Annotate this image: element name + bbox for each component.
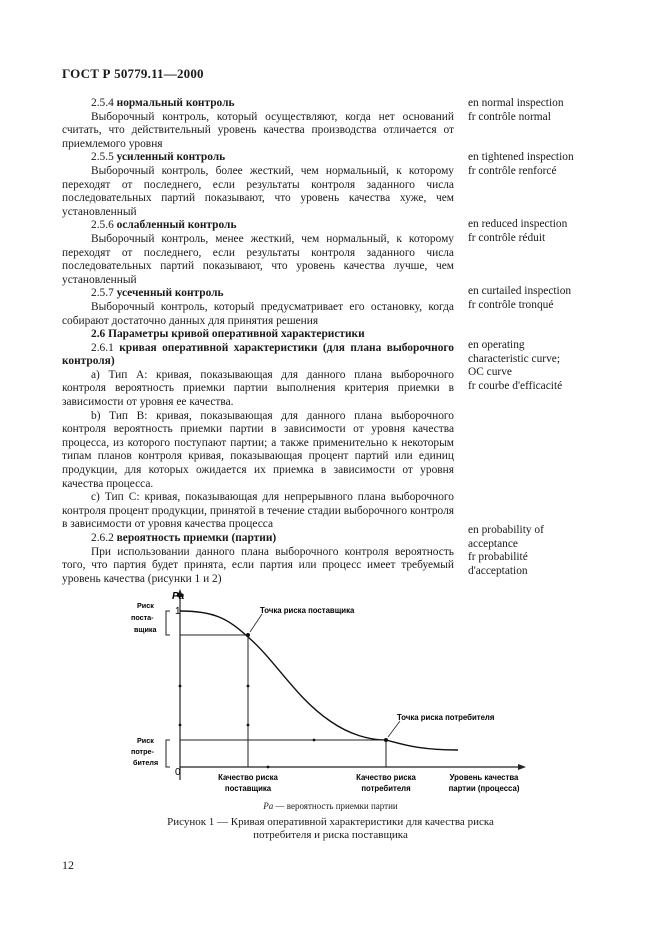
supplier-risk-label: вщика — [134, 625, 157, 634]
english-equivalent: en curtailed inspection — [468, 285, 572, 297]
line-mark — [247, 685, 250, 688]
line-mark — [313, 739, 316, 742]
section-2-6-heading: 2.6 Параметры кривой оперативной характеристики — [91, 328, 365, 341]
term-number: 2.5.5 — [91, 151, 114, 164]
equivalents-2-5-6 — [468, 218, 648, 245]
supplier-point-leader — [250, 614, 262, 632]
consumer-risk-label: бителя — [133, 758, 159, 767]
axis-mark — [179, 724, 182, 727]
consumer-risk-label: Риск — [137, 736, 154, 745]
term-2-5-4-heading — [62, 97, 454, 111]
term-2-5-5-heading — [62, 151, 454, 165]
french-equivalent: fr probabilité — [468, 551, 528, 564]
supplier-point-annotation: Точка риска поставщика — [260, 606, 355, 615]
line-mark — [267, 766, 270, 769]
x-axis-arrow — [518, 764, 526, 770]
term-title: усиленный контроль — [116, 151, 226, 164]
term-title: нормальный контроль — [116, 97, 235, 109]
term-number: 2.5.4 — [91, 97, 114, 109]
term-number: 2.5.7 — [91, 287, 114, 300]
term-2-6-2-heading — [62, 532, 454, 546]
english-equivalent: en tightened inspection — [468, 151, 574, 163]
term-title: усеченный контроль — [116, 287, 224, 300]
english-equivalent: OC curve — [468, 366, 512, 379]
y-tick-0: 0 — [175, 767, 181, 778]
french-equivalent: d'acceptation — [468, 564, 528, 577]
term-title: кривая оперативной характеристики (для плана выборочного контроля) — [62, 341, 454, 368]
axis-mark — [179, 685, 182, 688]
term-2-5-5-definition: Выборочный контроль, более жесткий, чем нормальный, к которому переходят от последнего, если результаты контроля заданного числа последовательных партий показывают, что уровень качества хуже, чем установленный — [62, 164, 454, 218]
term-2-6-2-definition: При использовании данного плана выборочного контроля вероятность того, что партия будет принята, если партия или процесс имеет требуемый уровень качества (рисунки 1 и 2) — [62, 545, 454, 585]
page-number: 12 — [62, 858, 74, 872]
consumer-quality-label: Качество риска — [356, 773, 416, 782]
consumer-point-annotation: Точка риска потребителя — [397, 713, 495, 722]
supplier-quality-label: Качество риска — [218, 773, 278, 782]
term-2-5-4-definition: Выборочный контроль, который осуществляют, когда нет оснований считать, что действительный уровень качества производства отличается от приемлемого уровня — [62, 110, 454, 150]
supplier-risk-point — [246, 633, 250, 637]
french-equivalent: fr contrôle normal — [468, 110, 551, 123]
consumer-point-leader — [388, 721, 400, 737]
term-title: ослабленный контроль — [116, 219, 237, 232]
english-equivalent: en reduced inspection — [468, 218, 568, 230]
main-text — [62, 97, 454, 586]
equivalents-2-6-2 — [468, 524, 648, 578]
oc-curve — [180, 611, 458, 750]
legend-symbol: Pa — [263, 801, 274, 811]
equivalents-2-6-1 — [468, 339, 648, 393]
figure-legend — [0, 801, 661, 811]
supplier-risk-label: поста- — [131, 613, 154, 622]
legend-text: — вероятность приемки партии — [273, 801, 398, 811]
french-equivalent: fr contrôle tronqué — [468, 298, 554, 311]
consumer-risk-bracket — [166, 740, 170, 767]
x-axis-label: Уровень качества — [449, 773, 519, 782]
term-2-5-7-heading — [62, 287, 454, 301]
oc-curve-figure — [0, 585, 661, 800]
term-2-5-6-heading — [62, 219, 454, 233]
equivalents-2-5-7 — [468, 285, 648, 312]
y-tick-1: 1 — [175, 606, 181, 617]
figure-caption — [0, 816, 661, 842]
x-axis-label: партии (процесса) — [448, 784, 520, 793]
consumer-risk-label: потре- — [131, 747, 154, 756]
equivalents-2-5-5 — [468, 151, 648, 178]
french-equivalent: fr contrôle renforcé — [468, 164, 557, 177]
english-equivalent: characteristic curve; — [468, 352, 561, 365]
supplier-risk-bracket — [166, 611, 170, 635]
supplier-quality-label: поставщика — [224, 784, 272, 793]
caption-line: Рисунок 1 — Кривая оперативной характеристики для качества риска — [167, 816, 494, 828]
y-axis-label: Pa — [172, 591, 185, 602]
term-2-6-1-type-c: c) Тип С: кривая, показывающая для непрерывного плана выборочного контроля процент продукции, принятой в течение стадии выборочного контроля в зависимости от уровня качества процесса — [62, 491, 454, 531]
line-mark — [247, 724, 250, 727]
french-equivalent: fr courbe d'efficacité — [468, 379, 563, 392]
english-equivalent: en operating — [468, 339, 525, 351]
term-2-6-1-type-a: а) Тип А: кривая, показывающая для данного плана выборочного контроля вероятность приемки партии выполнения критерия приемки в зависимости от уровня ее качества. — [62, 368, 454, 409]
french-equivalent: fr contrôle réduit — [468, 231, 546, 244]
term-number: 2.5.6 — [91, 219, 114, 232]
equivalents-2-5-4 — [468, 97, 648, 124]
term-2-5-7-definition: Выборочный контроль, который предусматривает его остановку, когда собирают достаточно данных для принятия решения — [62, 300, 454, 327]
english-equivalent: acceptance — [468, 537, 518, 550]
term-title: вероятность приемки (партии) — [116, 532, 277, 544]
supplier-risk-label: Риск — [137, 601, 154, 610]
term-2-6-1-type-b: b) Тип В: кривая, показывающая для данного плана выборочного контроля вероятность приемки партии в зависимости от уровня качества процесса, из которого поступают партии; а также применительно к некоторым типам планов контроля кривая, показывающая процент партий или единиц продукции, для которых ожидается их приемка в зависимости от уровня качества процесса. — [62, 409, 454, 490]
english-equivalent: en probability of — [468, 524, 544, 536]
term-2-6-1-heading — [62, 342, 454, 369]
english-equivalent: en normal inspection — [468, 97, 564, 109]
consumer-quality-label: потребителя — [361, 784, 411, 793]
consumer-risk-point — [384, 738, 388, 742]
term-number: 2.6.1 — [91, 341, 114, 354]
term-number: 2.6.2 — [91, 532, 114, 544]
term-2-5-6-definition: Выборочный контроль, менее жесткий, чем нормальный, к которому переходят от последнего, если результаты контроля заданного числа последовательных партий показывают, что уровень качества лучше, чем установленный — [62, 232, 454, 286]
document-header: ГОСТ Р 50779.11—2000 — [62, 66, 204, 81]
caption-line: потребителя и риска поставщика — [253, 829, 408, 841]
